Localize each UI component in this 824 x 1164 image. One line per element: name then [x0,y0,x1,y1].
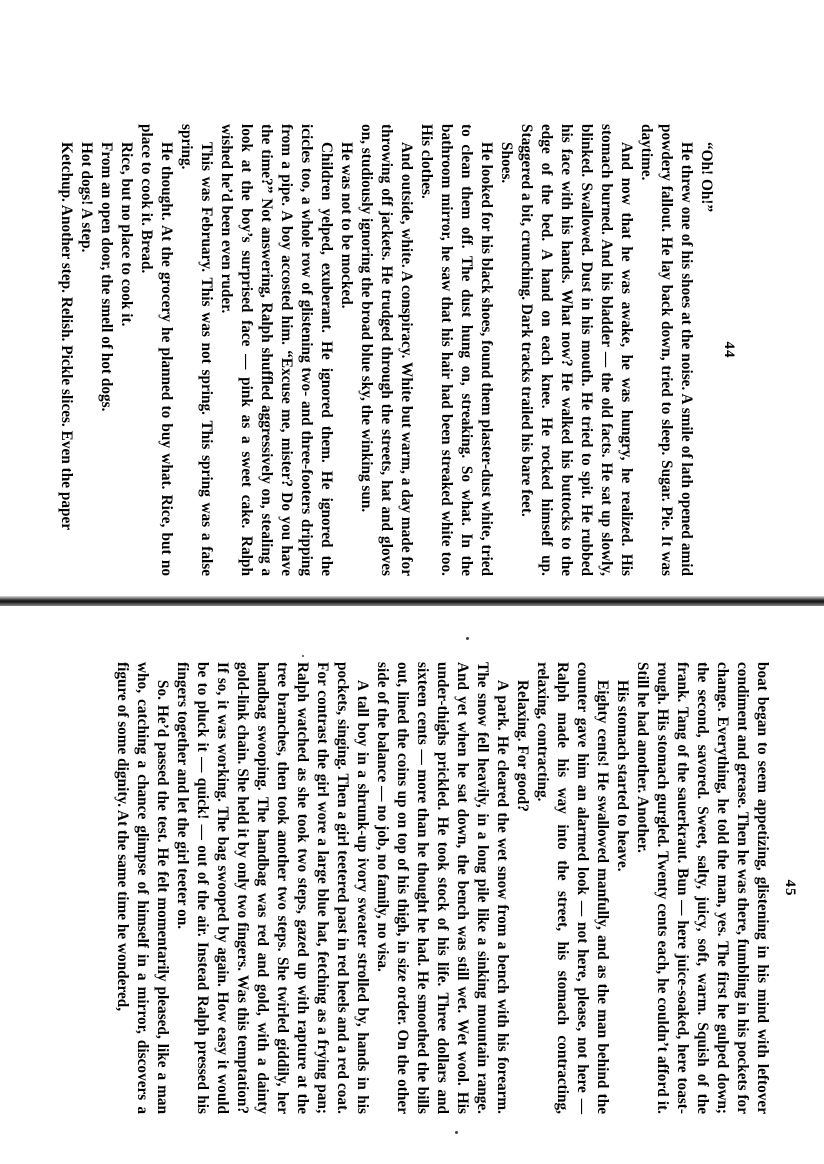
paragraph: He thought. At the grocery he planned to buy what. Rice, but no place to cook it. Bread. [138,124,175,576]
page-number: 44 [721,341,737,359]
page-body [56,124,716,576]
paragraph: boat began to seem appetizing, glistening in his mind with leftover condiment and grease. Then he was there, fumbling in his pockets for change. Everything, he told the man, yes. The first he gulped down; the second, savored. Sweet, salty, juicy, soft, warm. Squish of the frank. Tang of the sauerkraut. Bun — here juice-soaked, here toast-rough. His stomach gurgled. Twenty cents each, he couldn’t afford it. Still he had another. Another. [634,662,771,1114]
paragraph: From an open door, the smell of hot dogs. [98,142,115,412]
page-44 [52,124,737,576]
paragraph: “Oh! Oh!” [698,142,715,213]
paragraph: Children yelped, exuberant. He ignored them. He ignored the icicles too, a whole row of glistening two- and three-footers dripping from a pipe. A boy accosted him. “Excuse me, mister? Do you have the time?” Not answering, Ralph shuffled aggressively on, stealing a look at the boy’s surprised face — pink as a sweet cake. Ralph wished he’d been even ruder. [218,124,335,576]
paragraph: Eighty cents! He swallowed manfully, and as the man behind the counter gave him an alarmed look — not here, please, not here — Ralph made his way into the street, his stomach contracting, relaxing, contracting. [534,662,611,1114]
paragraph: This was February. This was not spring. This spring was a false spring. [178,124,215,576]
paragraph: Ketchup. Another step. Relish. Pickle slices. Even the paper [58,142,75,531]
scan-speck [302,655,304,657]
paragraph: His stomach started to heave. [614,680,631,872]
page-body [112,662,772,1114]
book-spine [0,596,824,606]
paragraph: Rice, but no place to cook it. [118,142,135,327]
paragraph: He threw one of his shoes at the noise. A smile of lath opened amid powdery fallout. He lay back down, tried to sleep. Sugar. Pie. It was daytime. [638,124,695,576]
scan-speck [466,637,469,640]
paragraph: He looked for his black shoes, found them plaster-dust white, tried to clean them off. The dust hung on, streaking. So what. In the bathroom mirror, he saw that his hair had been streaked white too. His clothes. [418,124,495,576]
paragraph: Relaxing. For good? [514,680,531,812]
page-number: 45 [782,879,798,897]
paragraph: And outside, white. A conspiracy. White but warm, a day made for throwing off jackets. He trudged through the streets, hat and gloves on, studiously ignoring the broad blue sky, the winking sun. [358,124,415,576]
paragraph: So. He’d passed the test. He felt momentarily pleased, like a man who, catching a chance glimpse of himself in a mirror, discovers a figure of some dignity. At the same time he wondered, [114,662,171,1114]
paragraph: Hot dogs! A step. [78,142,95,253]
paragraph: Shoes. [498,142,515,184]
paragraph: A park. He cleared the wet snow from a bench with his forearm. The snow fell heavily, in a long pile like a sinking mountain range. And yet when he sat down, the bench was still wet. Wet wool. His under-thighs prickled. He took stock of his life. Three dollars and sixteen cents — more than he thought he had. He smoothed the bills out, lined the coins up on top of his thigh, in size order. On the other side of the balance — no job, no family, no visa. [374,662,511,1114]
paragraph: A tall boy in a shrunk-up ivory sweater strolled by, hands in his pockets, singing. Then a girl teetered past in red heels and a red coat. For contrast the girl wore a large blue hat, fetching as a frying pan; Ralph watched as she took two steps, gazed up with rapture at the tree branches, then took another two steps. She twirled giddily, her handbag swooping. The handbag was red and gold, with a dainty gold-link chain. She held it by only two fingers. Was this temptation? If so, it was working. The bag swooped by again. How easy it would be to pluck it — quick! — out of the air. Instead Ralph pressed his fingers together and let the girl teeter on. [174,662,371,1114]
paragraph: He was not to be mocked. [338,142,355,309]
page-45 [61,662,798,1114]
paragraph: And now that he was awake, he was hungry, he realized. His stomach burned. And his bladder — the old facts. He sat up slowly, blinked. Swallowed. Dust in his mouth. He tried to spit. He rubbed his face with his hands. What now? He walked his buttocks to the edge of the bed. A hand on each knee. He rocked himself up. Staggered a bit, crunching. Dark tracks trailed his bare feet. [518,124,635,576]
scan-speck [455,1131,458,1134]
